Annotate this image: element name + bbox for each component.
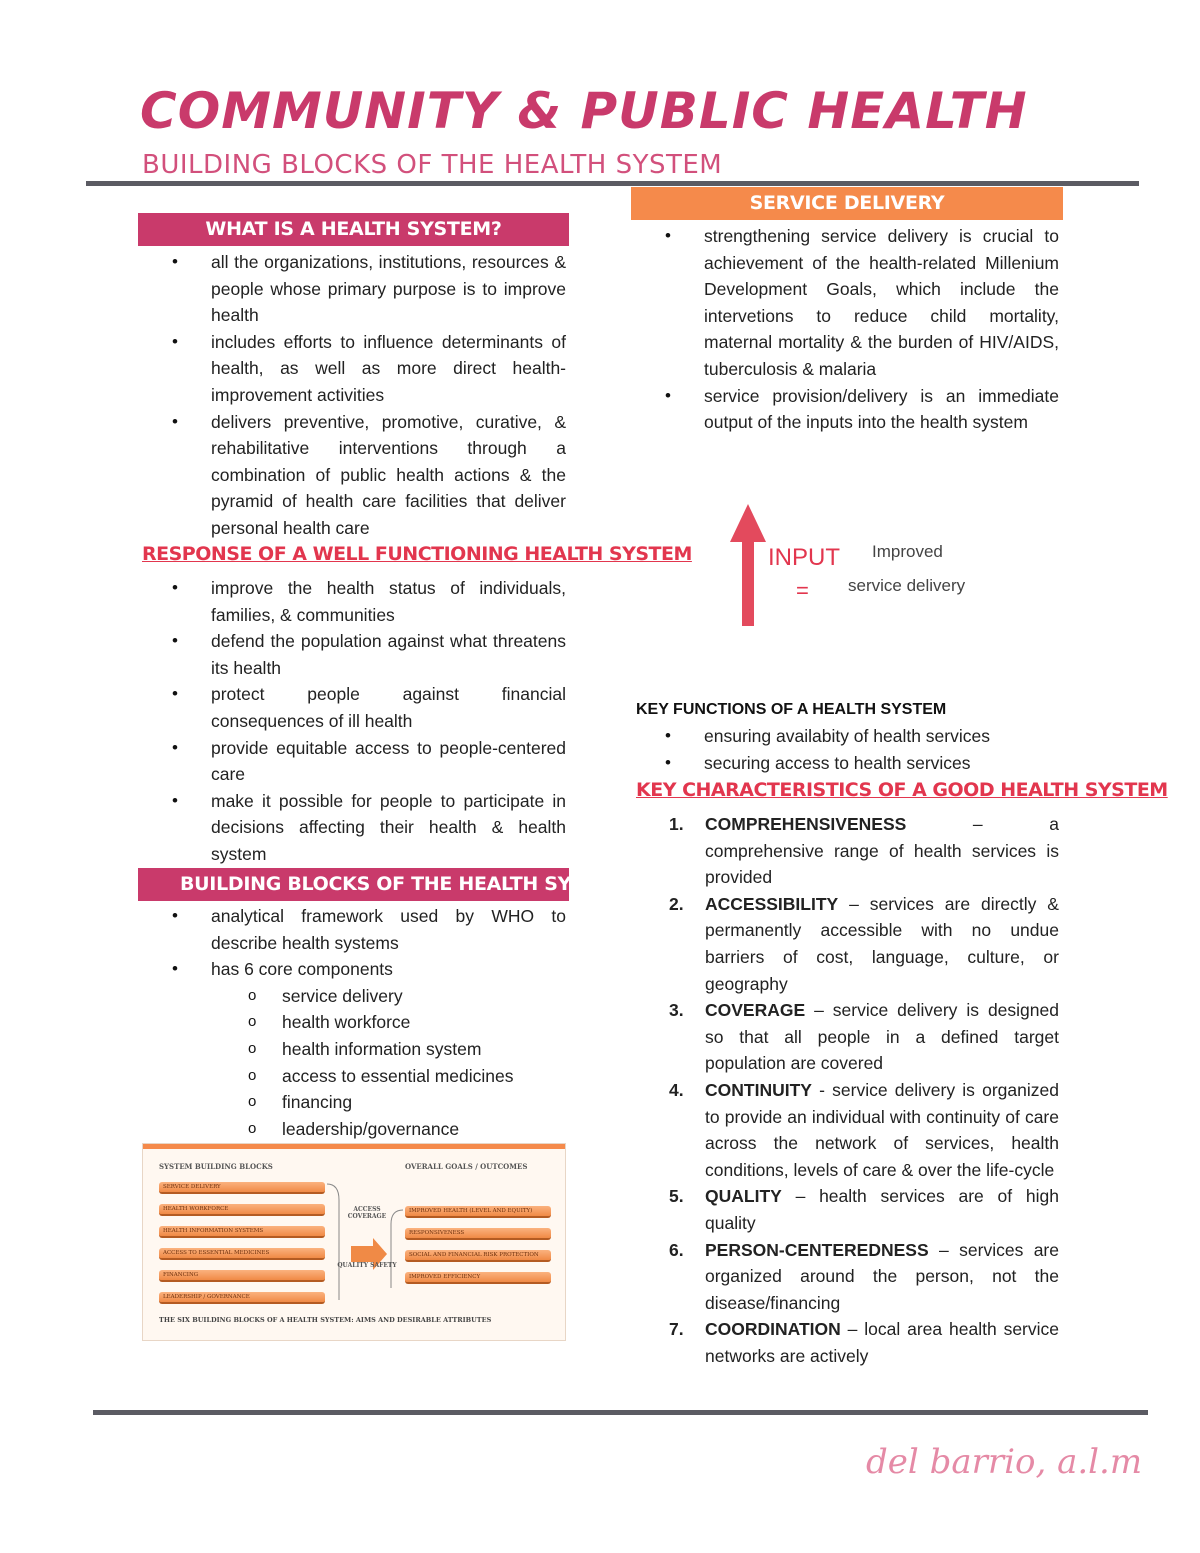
building-blocks-list [138, 903, 566, 1142]
list-item: • all the organizations, institutions, resources & people whose primary purpose is to improve health [138, 249, 566, 329]
figure-outcome: IMPROVED EFFICIENCY [405, 1272, 551, 1284]
figure-access-coverage: ACCESS COVERAGE [347, 1206, 387, 1220]
figure-outcome: IMPROVED HEALTH (LEVEL AND EQUITY) [405, 1206, 551, 1218]
figure-block: SERVICE DELIVERY [159, 1182, 325, 1194]
document-title: COMMUNITY & PUBLIC HEALTH [140, 82, 1028, 140]
input-label: INPUT [768, 544, 840, 571]
bottom-divider [93, 1410, 1148, 1415]
list-item: 6. PERSON-CENTEREDNESS – services are organized around the person, not the disease/financing [669, 1239, 1059, 1313]
figure-block: LEADERSHIP / GOVERNANCE [159, 1292, 325, 1304]
key-functions-list [631, 723, 1059, 776]
list-item: 4. CONTINUITY - service delivery is organized to provide an individual with continuity of care across the network of services, health conditions, levels of care & over the life-cycle [669, 1079, 1059, 1180]
sublist-item: o leadership/governance [138, 1116, 566, 1143]
list-item [138, 956, 566, 1142]
list-item: • improve the health status of individuals, families, & communities [138, 575, 566, 628]
document-subtitle: BUILDING BLOCKS OF THE HEALTH SYSTEM [142, 150, 723, 180]
sublist-item: o access to essential medicines [138, 1063, 566, 1090]
figure-caption: THE SIX BUILDING BLOCKS OF A HEALTH SYSTEM: AIMS AND DESIRABLE ATTRIBUTES [159, 1316, 492, 1324]
response-heading: RESPONSE OF A WELL FUNCTIONING HEALTH SYSTEM [142, 543, 692, 565]
figure-block: ACCESS TO ESSENTIAL MEDICINES [159, 1248, 325, 1260]
list-item: 2. ACCESSIBILITY – services are directly & permanently accessible with no undue barriers of cost, language, culture, or geography [669, 893, 1059, 994]
improved-label: Improved [872, 542, 943, 561]
list-item: 7. COORDINATION – local area health service networks are actively [669, 1319, 1059, 1366]
list-item: • protect people against financial consequences of ill health [138, 681, 566, 734]
figure-block: HEALTH WORKFORCE [159, 1204, 325, 1216]
figure-right-header: OVERALL GOALS / OUTCOMES [405, 1162, 528, 1171]
author-signature: del barrio, a.l.m [866, 1442, 1143, 1482]
list-item: • defend the population against what threatens its health [138, 628, 566, 681]
figure-outcome: RESPONSIVENESS [405, 1228, 551, 1240]
figure-left-header: SYSTEM BUILDING BLOCKS [159, 1162, 273, 1171]
list-item: • provide equitable access to people-centered care [138, 735, 566, 788]
equals-sign: = [796, 578, 809, 603]
components-sublist [211, 983, 566, 1143]
service-delivery-list [631, 223, 1059, 436]
list-item: • strengthening service delivery is crucial to achievement of the health-related Millenium Development Goals, which include the intervetions to reduce child mortality, maternal mortality & the burden of HIV/AIDS, tuberculosis & malaria [631, 223, 1059, 383]
list-item: • includes efforts to influence determinants of health, as well as more direct health- improvement activities [138, 329, 566, 409]
top-divider [86, 181, 1139, 186]
service-delivery-banner: SERVICE DELIVERY [631, 187, 1063, 220]
sublist-item: o health information system [138, 1036, 566, 1063]
building-blocks-banner: BUILDING BLOCKS OF THE HEALTH SYSTEM [138, 868, 569, 901]
list-item: • ensuring availabity of health services [631, 723, 1059, 750]
response-list [138, 575, 566, 868]
what-is-banner: WHAT IS A HEALTH SYSTEM? [138, 213, 569, 246]
sublist-item: o financing [138, 1089, 566, 1116]
figure-block: HEALTH INFORMATION SYSTEMS [159, 1226, 325, 1238]
characteristics-heading: KEY CHARACTERISTICS OF A GOOD HEALTH SYSTEM [636, 779, 1168, 801]
input-figure [700, 500, 1020, 640]
sublist-item: o health workforce [138, 1009, 566, 1036]
figure-brackets [325, 1180, 405, 1310]
building-blocks-figure [142, 1143, 566, 1341]
figure-top-bar [143, 1144, 565, 1149]
list-item: • service provision/delivery is an immediate output of the inputs into the health system [631, 383, 1059, 436]
list-item: • make it possible for people to participate in decisions affecting their health & health system [138, 788, 566, 868]
figure-outcome: SOCIAL AND FINANCIAL RISK PROTECTION [405, 1250, 551, 1262]
list-item-text: has 6 core components [211, 959, 393, 980]
key-functions-heading: KEY FUNCTIONS OF A HEALTH SYSTEM [636, 701, 947, 718]
service-delivery-label: service delivery [848, 576, 966, 595]
figure-quality-safety: QUALITY SAFETY [337, 1262, 397, 1269]
sublist-item: o service delivery [138, 983, 566, 1010]
what-is-list [138, 249, 566, 542]
list-item: • delivers preventive, promotive, curative, & rehabilitative interventions through a combination of public health actions & the pyramid of health care facilities that deliver personal health care [138, 409, 566, 542]
characteristics-list [631, 811, 1059, 1369]
list-item: 3. COVERAGE – service delivery is designed so that all people in a defined target population are covered [669, 1000, 1059, 1074]
list-item: • analytical framework used by WHO to describe health systems [138, 903, 566, 956]
list-item: 1. COMPREHENSIVENESS – a comprehensive range of health services is provided [669, 814, 1059, 888]
up-arrow-icon [728, 502, 768, 630]
figure-block: FINANCING [159, 1270, 325, 1282]
list-item: • securing access to health services [631, 750, 1059, 777]
list-item: 5. QUALITY – health services are of high quality [669, 1186, 1059, 1233]
